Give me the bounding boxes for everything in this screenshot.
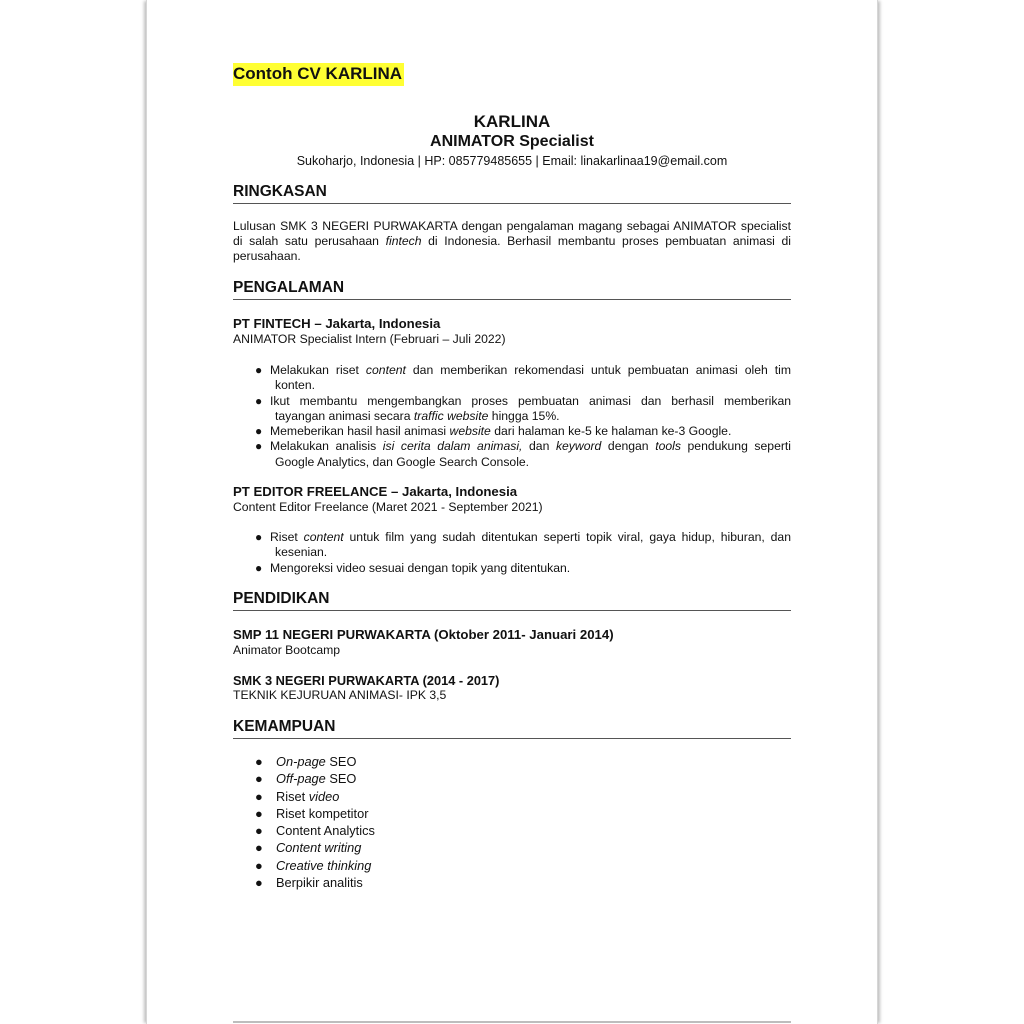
list-item — [233, 363, 791, 394]
bullet-text: Mengoreksi video sesuai dengan topik yang ditentukan. — [270, 560, 571, 575]
bullet-text: dan — [522, 439, 556, 454]
list-item — [233, 424, 791, 439]
skill-text-italic: Content writing — [276, 840, 362, 856]
bullet-text-italic: isi cerita dalam animasi, — [382, 439, 523, 454]
skill-text: Riset — [276, 788, 309, 804]
skills-list — [233, 753, 375, 891]
bullet-icon: ● — [255, 560, 263, 575]
bullet-text: Memeberikan hasil hasil animasi — [270, 424, 450, 439]
bullet-text: Ikut membantu mengembangkan proses pembuatan animasi dan berhasil memberikan tayangan animasi secara — [270, 393, 791, 423]
name-block — [233, 112, 791, 170]
job-bullets — [233, 530, 791, 576]
section-heading-skills: KEMAMPUAN — [233, 717, 791, 739]
list-item — [233, 753, 375, 770]
skill-text-italic: video — [308, 788, 340, 804]
bullet-text-italic: tools — [655, 439, 681, 454]
candidate-name: KARLINA — [473, 112, 551, 131]
education-school: SMP 11 NEGERI PURWAKARTA (Oktober 2011- Januari 2014) — [233, 627, 614, 642]
bullet-icon: ● — [255, 393, 263, 408]
section-heading-experience: PENGALAMAN — [233, 278, 791, 300]
education-school: SMK 3 NEGERI PURWAKARTA (2014 - 2017) — [233, 673, 500, 688]
job-position: ANIMATOR Specialist Intern (Februari – Juli 2022) — [233, 332, 506, 346]
job-bullets — [233, 363, 791, 470]
page-bottom-divider — [233, 1021, 791, 1023]
bullet-text: hingga 15%. — [488, 408, 560, 423]
candidate-role: ANIMATOR Specialist — [430, 133, 594, 150]
skill-text: Berpikir analitis — [276, 875, 363, 891]
bullet-text-italic: traffic website — [413, 408, 489, 423]
bullet-icon: ● — [255, 439, 263, 454]
contact-line: Sukoharjo, Indonesia | HP: 085779485655 | Email: linakarlinaa19@email.com — [296, 154, 728, 168]
bullet-text-italic: website — [449, 424, 491, 439]
list-item — [233, 439, 791, 470]
bullet-icon: ● — [255, 857, 263, 873]
list-item — [233, 874, 375, 891]
bullet-text-italic: content — [303, 530, 344, 544]
section-heading-education: PENDIDIKAN — [233, 589, 791, 611]
skill-text: Riset kompetitor — [276, 805, 369, 821]
skill-text-italic: Creative thinking — [276, 857, 372, 873]
bullet-icon: ● — [255, 875, 263, 891]
bullet-icon: ● — [255, 788, 263, 804]
bullet-icon: ● — [255, 840, 263, 856]
bullet-text: dengan — [601, 439, 656, 454]
summary-text: Lulusan SMK 3 NEGERI PURWAKARTA dengan pengalaman magang sebagai ANIMATOR specialist di salah satu perusahaan — [233, 219, 791, 248]
bullet-icon: ● — [255, 754, 263, 769]
job-company: PT FINTECH – Jakarta, Indonesia — [233, 316, 441, 331]
bullet-icon: ● — [255, 530, 263, 544]
education-detail: Animator Bootcamp — [233, 643, 341, 657]
bullet-text: dan memberikan rekomendasi untuk pembuatan animasi oleh tim konten. — [275, 363, 791, 393]
bullet-text: pendukung seperti Google Analytics, dan Google Search Console. — [275, 439, 792, 469]
list-item — [233, 788, 375, 805]
skill-text: SEO — [325, 754, 357, 769]
bullet-icon: ● — [255, 771, 263, 787]
list-item — [233, 857, 375, 874]
skill-text: Content Analytics — [276, 823, 375, 839]
skill-text-italic: Off-page — [276, 771, 326, 787]
list-item — [233, 561, 791, 576]
list-item — [233, 822, 375, 839]
job-company: PT EDITOR FREELANCE – Jakarta, Indonesia — [233, 484, 518, 499]
list-item — [233, 839, 375, 856]
bullet-text: Melakukan riset — [270, 363, 366, 377]
summary-text-end: di Indonesia. Berhasil membantu proses pembuatan animasi di perusahaan. — [233, 234, 791, 263]
skill-text: SEO — [325, 771, 357, 787]
list-item — [233, 394, 791, 425]
bullet-icon: ● — [255, 805, 263, 821]
list-item — [233, 530, 791, 561]
bullet-text-italic: keyword — [555, 439, 602, 454]
cv-title-wrap — [233, 63, 404, 86]
job-position: Content Editor Freelance (Maret 2021 - September 2021) — [233, 500, 543, 514]
bullet-text: Riset — [270, 530, 304, 544]
summary-paragraph — [233, 219, 791, 264]
bullet-icon: ● — [255, 424, 263, 439]
summary-text-italic: fintech — [385, 234, 422, 248]
cv-title: Contoh CV KARLINA — [233, 63, 404, 86]
bullet-text-italic: content — [365, 363, 406, 377]
bullet-text: dari halaman ke-5 ke halaman ke-3 Google. — [490, 424, 732, 439]
list-item — [233, 805, 375, 822]
education-detail: TEKNIK KEJURUAN ANIMASI- IPK 3,5 — [233, 688, 447, 702]
bullet-text: Melakukan analisis — [270, 439, 383, 454]
section-heading-summary: RINGKASAN — [233, 182, 791, 204]
bullet-icon: ● — [255, 363, 263, 377]
skill-text-italic: On-page — [276, 754, 326, 769]
bullet-icon: ● — [255, 823, 263, 839]
list-item — [233, 770, 375, 787]
bullet-text: untuk film yang sudah ditentukan seperti topik viral, gaya hidup, hiburan, dan kesenian. — [275, 530, 791, 560]
